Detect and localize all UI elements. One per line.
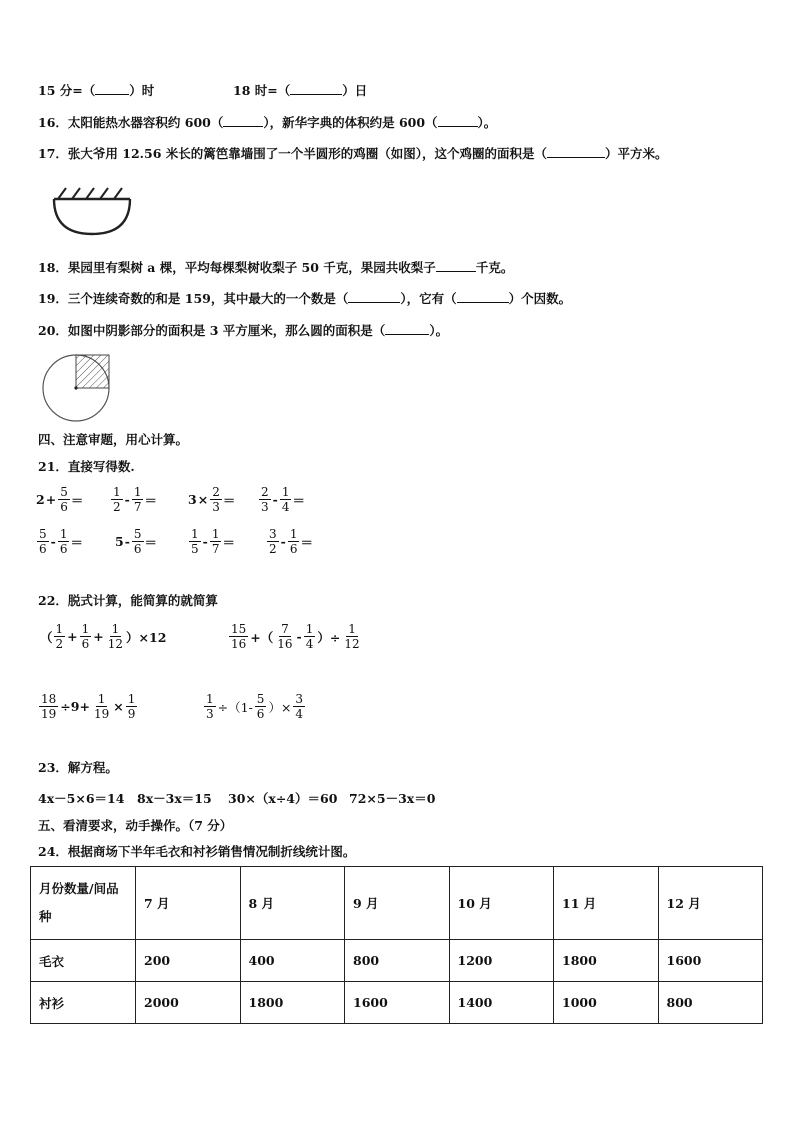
operator: +: [67, 629, 78, 644]
equation: 8x－3x＝15: [137, 791, 212, 806]
operator: -: [280, 534, 286, 549]
numerator: 15: [231, 622, 247, 636]
operator: +: [45, 492, 57, 507]
table-row: [31, 940, 763, 982]
numerator: 1: [348, 622, 356, 636]
answer-blank[interactable]: [457, 291, 509, 303]
q19-text-b: ），它有（: [400, 291, 457, 306]
section-5-heading: 五、看清要求，动手操作。（7 分）: [38, 818, 233, 833]
integer: 3: [188, 492, 197, 507]
fraction: [106, 622, 125, 651]
operator: -: [124, 534, 130, 549]
denominator: 6: [289, 542, 298, 556]
equation: 72×5－3x＝0: [349, 791, 436, 806]
table-header-cell: 9 月: [345, 867, 450, 940]
fraction: [39, 692, 58, 721]
operator: ×: [197, 492, 209, 507]
numerator: 5: [39, 527, 47, 541]
fraction: [204, 692, 216, 721]
calc-expression: [36, 527, 83, 556]
denominator: 2: [269, 542, 277, 556]
calc-expression: [36, 485, 83, 514]
numerator: 1: [133, 485, 142, 499]
calc-expression: [110, 485, 157, 514]
calc-expression: [115, 527, 157, 556]
operator: +: [93, 629, 104, 644]
table-cell: 1800: [240, 982, 345, 1024]
answer-blank[interactable]: [438, 115, 478, 127]
q20-text-b: ）。: [429, 323, 449, 338]
equals-sign: ＝: [300, 534, 313, 550]
fraction: [280, 485, 292, 514]
denominator: 6: [59, 542, 68, 556]
numerator: 1: [81, 622, 90, 636]
denominator: 12: [344, 637, 360, 651]
fraction: [267, 527, 279, 556]
semicircle-coop-figure: [48, 182, 138, 238]
fraction: [111, 485, 123, 514]
fraction: [132, 485, 144, 514]
denominator: 3: [206, 707, 214, 721]
fraction: [80, 622, 92, 651]
table-cell: 1000: [554, 982, 659, 1024]
fraction: [255, 692, 267, 721]
table-cell: 1200: [449, 940, 554, 982]
answer-blank[interactable]: [385, 323, 429, 335]
denominator: 6: [60, 500, 68, 514]
denominator: 19: [41, 707, 57, 721]
q17-text-a: 17．张大爷用 12.56 米长的篱笆靠墙围了一个半圆形的鸡圈（如图），这个鸡圈的面积是（: [38, 146, 547, 161]
operator: -: [124, 492, 130, 507]
numerator: 3: [295, 692, 304, 706]
fraction: [210, 485, 222, 514]
q18-text-b: 千克。: [475, 260, 514, 275]
numerator: 2: [261, 485, 269, 499]
equals-sign: ＝: [144, 492, 157, 508]
integer: 2: [36, 492, 45, 507]
fraction: [304, 622, 316, 651]
denominator: 4: [281, 500, 290, 514]
fraction: [259, 485, 271, 514]
denominator: 6: [256, 707, 265, 721]
numerator: 1: [97, 692, 106, 706]
denominator: 9: [127, 707, 136, 721]
circle-shaded-square-figure: [40, 352, 112, 424]
denominator: 6: [133, 542, 142, 556]
q16-text-c: ）。: [477, 115, 497, 130]
table-cell: 1600: [345, 982, 450, 1024]
equation: 30×（x÷4）＝60: [228, 791, 338, 806]
calc-expression: [228, 622, 363, 651]
equation: 4x－5×6＝14: [38, 791, 125, 806]
answer-blank[interactable]: [95, 83, 129, 95]
numerator: 1: [111, 622, 120, 636]
open-paren: （: [40, 629, 53, 645]
table-cell: 400: [240, 940, 345, 982]
q17-text-b: ）平方米。: [605, 146, 668, 161]
denominator: 2: [113, 500, 121, 514]
section-4-heading: 四、注意审题，用心计算。: [38, 432, 189, 447]
table-cell: 1400: [449, 982, 554, 1024]
numerator: 1: [113, 485, 121, 499]
denominator: 19: [93, 707, 110, 721]
numerator: 5: [133, 527, 142, 541]
fraction: [126, 692, 138, 721]
question-16: [38, 115, 496, 131]
equals-sign: ＝: [222, 534, 235, 550]
denominator: 3: [212, 500, 220, 514]
question-15-b: [233, 83, 367, 99]
calc-expression: [258, 485, 305, 514]
integer: 5: [115, 534, 124, 549]
q20-text-a: 20．如图中阴影部分的面积是 3 平方厘米，那么圆的面积是（: [38, 323, 386, 338]
question-20: [38, 323, 448, 339]
equals-sign: ＝: [70, 492, 84, 508]
table-cell: 1800: [554, 940, 659, 982]
table-header-cell: 12 月: [658, 867, 763, 940]
fraction: [288, 527, 300, 556]
table-cell: 毛衣: [31, 940, 136, 982]
denominator: 16: [231, 637, 247, 651]
denominator: 2: [55, 637, 64, 651]
q19-text-a: 19．三个连续奇数的和是 159，其中最大的一个数是（: [38, 291, 349, 306]
answer-blank[interactable]: [290, 83, 342, 95]
question-18: [38, 260, 513, 276]
close-paren-times: ）×12: [126, 629, 167, 645]
q16-text-b: ），新华字典的体积约是 600（: [263, 115, 438, 130]
calc-expression: [203, 692, 306, 721]
q16-text-a: 16．太阳能热水器容积约 600（: [38, 115, 224, 130]
table-cell: 衬衫: [31, 982, 136, 1024]
question-23-title: 23．解方程。: [38, 760, 118, 775]
operator: ）÷: [317, 629, 341, 645]
equals-sign: ＝: [144, 534, 158, 550]
numerator: 5: [60, 485, 68, 499]
table-cell: 1600: [658, 940, 763, 982]
q15-text-c: 18 时=（: [233, 83, 291, 98]
denominator: 5: [191, 542, 199, 556]
fraction: [37, 527, 49, 556]
operator: ÷9+: [60, 699, 90, 714]
fraction: [229, 622, 248, 651]
answer-blank[interactable]: [223, 115, 263, 127]
calc-expression: [40, 622, 166, 651]
denominator: 12: [107, 637, 124, 651]
numerator: 1: [206, 692, 214, 706]
numerator: 1: [305, 622, 314, 636]
table-cell: 800: [345, 940, 450, 982]
fraction: [132, 527, 144, 556]
calc-expression: [188, 527, 235, 556]
table-row: [31, 982, 763, 1024]
fraction: [210, 527, 222, 556]
numerator: 7: [281, 622, 289, 636]
operator: -: [272, 492, 278, 507]
numerator: 2: [212, 485, 220, 499]
q18-text-a: 18．果园里有梨树 a 棵，平均每棵梨树收梨子 50 千克，果园共收梨子: [38, 260, 436, 275]
denominator: 4: [295, 707, 304, 721]
calc-expression: [266, 527, 313, 556]
question-15: [38, 83, 154, 99]
operator: -: [50, 534, 56, 549]
denominator: 16: [277, 637, 293, 651]
denominator: 7: [211, 542, 220, 556]
fraction: [342, 622, 361, 651]
fraction: [58, 527, 70, 556]
question-21-title: 21．直接写得数.: [38, 459, 135, 474]
equals-sign: ＝: [222, 492, 236, 508]
question-24-title: 24．根据商场下半年毛衣和衬衫销售情况制折线统计图。: [38, 844, 356, 859]
denominator: 4: [305, 637, 314, 651]
answer-blank[interactable]: [348, 291, 400, 303]
q15-text-b: ）时: [129, 83, 155, 98]
sales-table: [30, 866, 763, 1024]
fraction: [275, 622, 294, 651]
numerator: 3: [269, 527, 277, 541]
operator: -: [296, 629, 302, 644]
numerator: 18: [41, 692, 57, 706]
denominator: 6: [81, 637, 90, 651]
operator: +（: [250, 629, 274, 645]
table-header-cell: 11 月: [554, 867, 659, 940]
question-22-title: 22．脱式计算，能简算的就简算: [38, 593, 218, 608]
operator: ×: [113, 699, 124, 714]
table-header-cell: 8 月: [240, 867, 345, 940]
numerator: 1: [55, 622, 64, 636]
q19-text-c: ）个因数。: [508, 291, 572, 306]
fraction: [54, 622, 66, 651]
table-cell: 200: [136, 940, 241, 982]
numerator: 1: [211, 527, 220, 541]
answer-blank[interactable]: [436, 260, 476, 272]
table-cell: 2000: [136, 982, 241, 1024]
equals-sign: ＝: [70, 534, 83, 550]
fraction: [293, 692, 305, 721]
calc-expression: [38, 692, 138, 721]
equals-sign: ＝: [292, 492, 305, 508]
denominator: 3: [261, 500, 269, 514]
table-header-cell: 10 月: [449, 867, 554, 940]
q15-text-a: 15 分=（: [38, 83, 96, 98]
operator: -: [202, 534, 208, 549]
operator: ÷（1-: [217, 699, 253, 715]
calc-expression: [188, 485, 235, 514]
table-header-cell: 月份数量/间品种: [31, 867, 136, 940]
numerator: 1: [281, 485, 290, 499]
answer-blank[interactable]: [547, 146, 605, 158]
table-cell: 800: [658, 982, 763, 1024]
question-19: [38, 291, 571, 307]
numerator: 5: [256, 692, 265, 706]
question-17: [38, 146, 668, 162]
fraction: [92, 692, 111, 721]
table-header-cell: 7 月: [136, 867, 241, 940]
numerator: 1: [59, 527, 68, 541]
fraction: [189, 527, 201, 556]
fraction: [58, 485, 70, 514]
operator: ）×: [268, 699, 292, 715]
numerator: 1: [127, 692, 136, 706]
table-header-row: [31, 867, 763, 940]
denominator: 6: [39, 542, 47, 556]
denominator: 7: [133, 500, 142, 514]
numerator: 1: [289, 527, 298, 541]
numerator: 1: [191, 527, 199, 541]
q15-text-d: ）日: [342, 83, 368, 98]
